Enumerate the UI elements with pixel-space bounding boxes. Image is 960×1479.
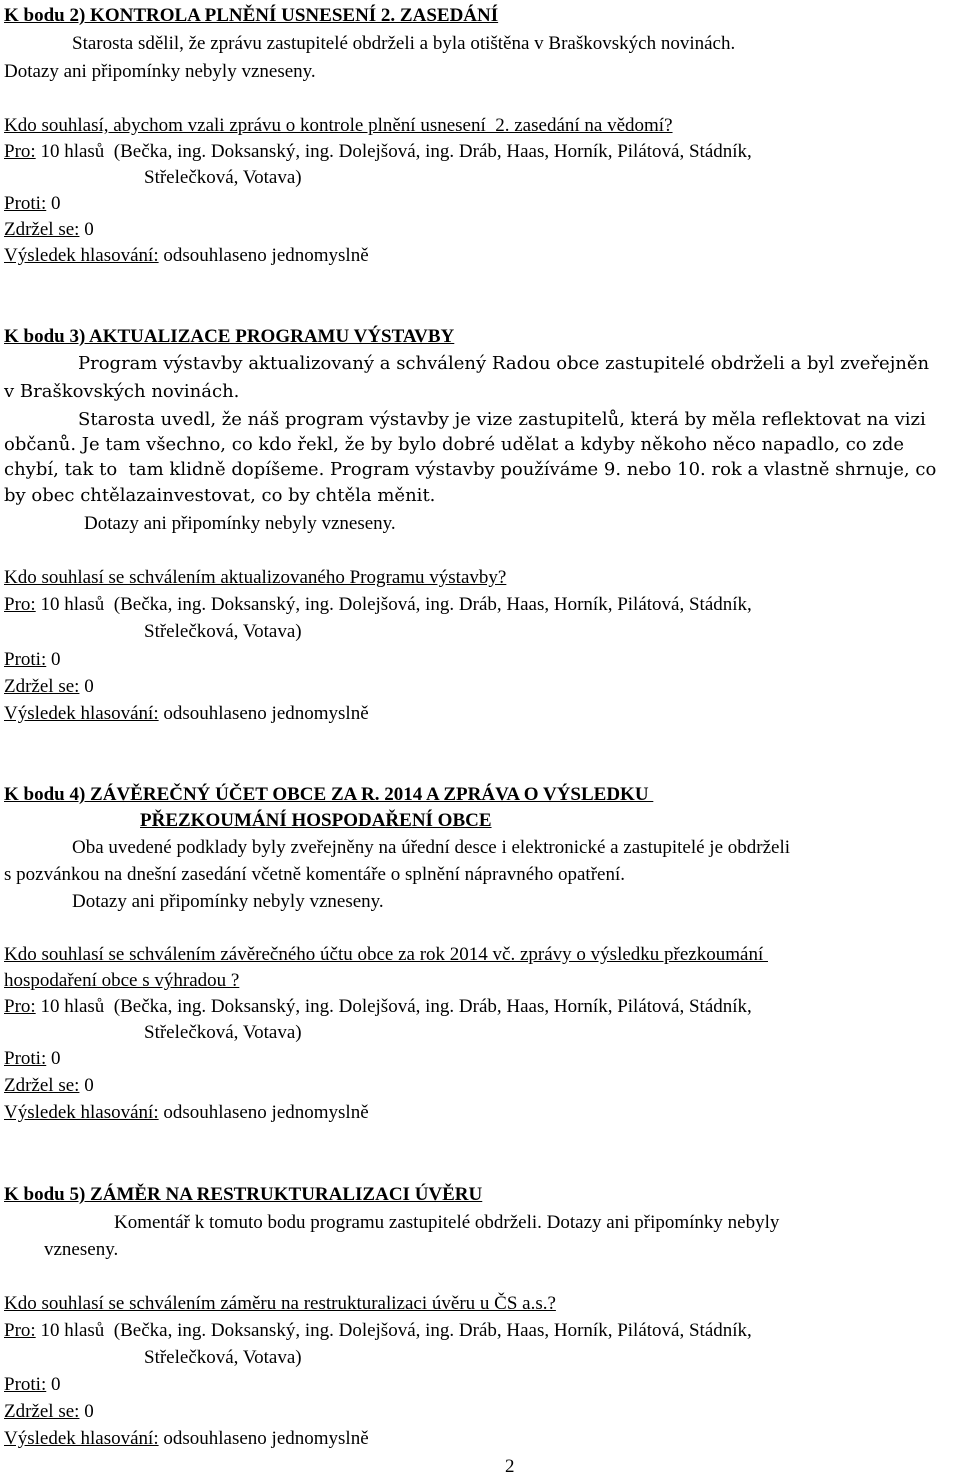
vote-for: Pro: 10 hlasů (Bečka, ing. Doksanský, ing. Dolejšová, ing. Dráb, Haas, Horník, Pilátová, Stádník, [4, 141, 752, 162]
section-heading-2: K bodu 2) KONTROLA PLNĚNÍ USNESENÍ 2. ZASEDÁNÍ [4, 5, 499, 26]
vote-question: Kdo souhlasí se schválením závěrečného účtu obce za rok 2014 vč. zprávy o výsledku přezkoumání [4, 944, 768, 965]
vote-against: Proti: 0 [4, 1048, 61, 1069]
paragraph-line: by obec chtělazainvestovat, co by chtěla měnit. [4, 485, 436, 506]
vote-question: Kdo souhlasí, abychom vzali zprávu o kontrole plnění usnesení 2. zasedání na vědomí? [4, 115, 673, 136]
section-heading-4-continued: PŘEZKOUMÁNÍ HOSPODAŘENÍ OBCE [140, 810, 492, 831]
vote-for: Pro: 10 hlasů (Bečka, ing. Doksanský, ing. Dolejšová, ing. Dráb, Haas, Horník, Pilátová, Stádník, [4, 594, 752, 615]
paragraph-line: Dotazy ani připomínky nebyly vzneseny. [84, 513, 396, 534]
paragraph-line: vzneseny. [44, 1239, 119, 1260]
vote-against: Proti: 0 [4, 649, 61, 670]
vote-against: Proti: 0 [4, 1374, 61, 1395]
page-number: 2 [505, 1456, 515, 1477]
vote-abstain: Zdržel se: 0 [4, 219, 94, 240]
paragraph-line: Starosta sdělil, že zprávu zastupitelé obdrželi a byla otištěna v Braškovských novinách. [72, 33, 736, 54]
section-heading-5: K bodu 5) ZÁMĚR NA RESTRUKTURALIZACI ÚVĚRU [4, 1184, 483, 1205]
section-heading-3: K bodu 3) AKTUALIZACE PROGRAMU VÝSTAVBY [4, 326, 455, 347]
paragraph-line: s pozvánkou na dnešní zasedání včetně komentáře o splnění nápravného opatření. [4, 864, 625, 885]
vote-question-continued: hospodaření obce s výhradou ? [4, 970, 240, 991]
paragraph-line: Dotazy ani připomínky nebyly vzneseny. [4, 61, 316, 82]
section-heading-4: K bodu 4) ZÁVĚREČNÝ ÚČET OBCE ZA R. 2014 A ZPRÁVA O VÝSLEDKU [4, 784, 654, 805]
paragraph-line: v Braškovských novinách. [4, 381, 240, 402]
vote-abstain: Zdržel se: 0 [4, 1401, 94, 1422]
vote-result: Výsledek hlasování: odsouhlaseno jednomyslně [4, 245, 369, 266]
paragraph-line: Program výstavby aktualizovaný a schválený Radou obce zastupitelé obdrželi a byl zveřejněn [78, 353, 930, 374]
paragraph-line: Komentář k tomuto bodu programu zastupitelé obdrželi. Dotazy ani připomínky nebyly [114, 1212, 780, 1233]
paragraph-line: Dotazy ani připomínky nebyly vzneseny. [72, 891, 384, 912]
vote-question: Kdo souhlasí se schválením aktualizovaného Programu výstavby? [4, 567, 507, 588]
paragraph-line: chybí, tak to tam klidně dopíšeme. Program výstavby používáme 9. nebo 10. rok a vlastně shrnuje, co [4, 459, 937, 480]
vote-result: Výsledek hlasování: odsouhlaseno jednomyslně [4, 703, 369, 724]
vote-result: Výsledek hlasování: odsouhlaseno jednomyslně [4, 1428, 369, 1449]
vote-for-continued: Střelečková, Votava) [144, 1022, 302, 1043]
vote-for-continued: Střelečková, Votava) [144, 621, 302, 642]
vote-against: Proti: 0 [4, 193, 61, 214]
vote-for-continued: Střelečková, Votava) [144, 1347, 302, 1368]
paragraph-line: Oba uvedené podklady byly zveřejněny na úřední desce i elektronické a zastupitelé je obdrželi [72, 837, 791, 858]
paragraph-line: Starosta uvedl, že náš program výstavby je vize zastupitelů, která by měla reflektovat na vizi [78, 409, 926, 430]
vote-question: Kdo souhlasí se schválením záměru na restrukturalizaci úvěru u ČS a.s.? [4, 1293, 556, 1314]
vote-for: Pro: 10 hlasů (Bečka, ing. Doksanský, ing. Dolejšová, ing. Dráb, Haas, Horník, Pilátová, Stádník, [4, 1320, 752, 1341]
vote-for-continued: Střelečková, Votava) [144, 167, 302, 188]
vote-for: Pro: 10 hlasů (Bečka, ing. Doksanský, ing. Dolejšová, ing. Dráb, Haas, Horník, Pilátová, Stádník, [4, 996, 752, 1017]
vote-result: Výsledek hlasování: odsouhlaseno jednomyslně [4, 1102, 369, 1123]
vote-abstain: Zdržel se: 0 [4, 676, 94, 697]
vote-abstain: Zdržel se: 0 [4, 1075, 94, 1096]
paragraph-line: občanů. Je tam všechno, co kdo řekl, že by bylo dobré udělat a kdyby někoho něco napadlo, co zde [4, 434, 905, 455]
